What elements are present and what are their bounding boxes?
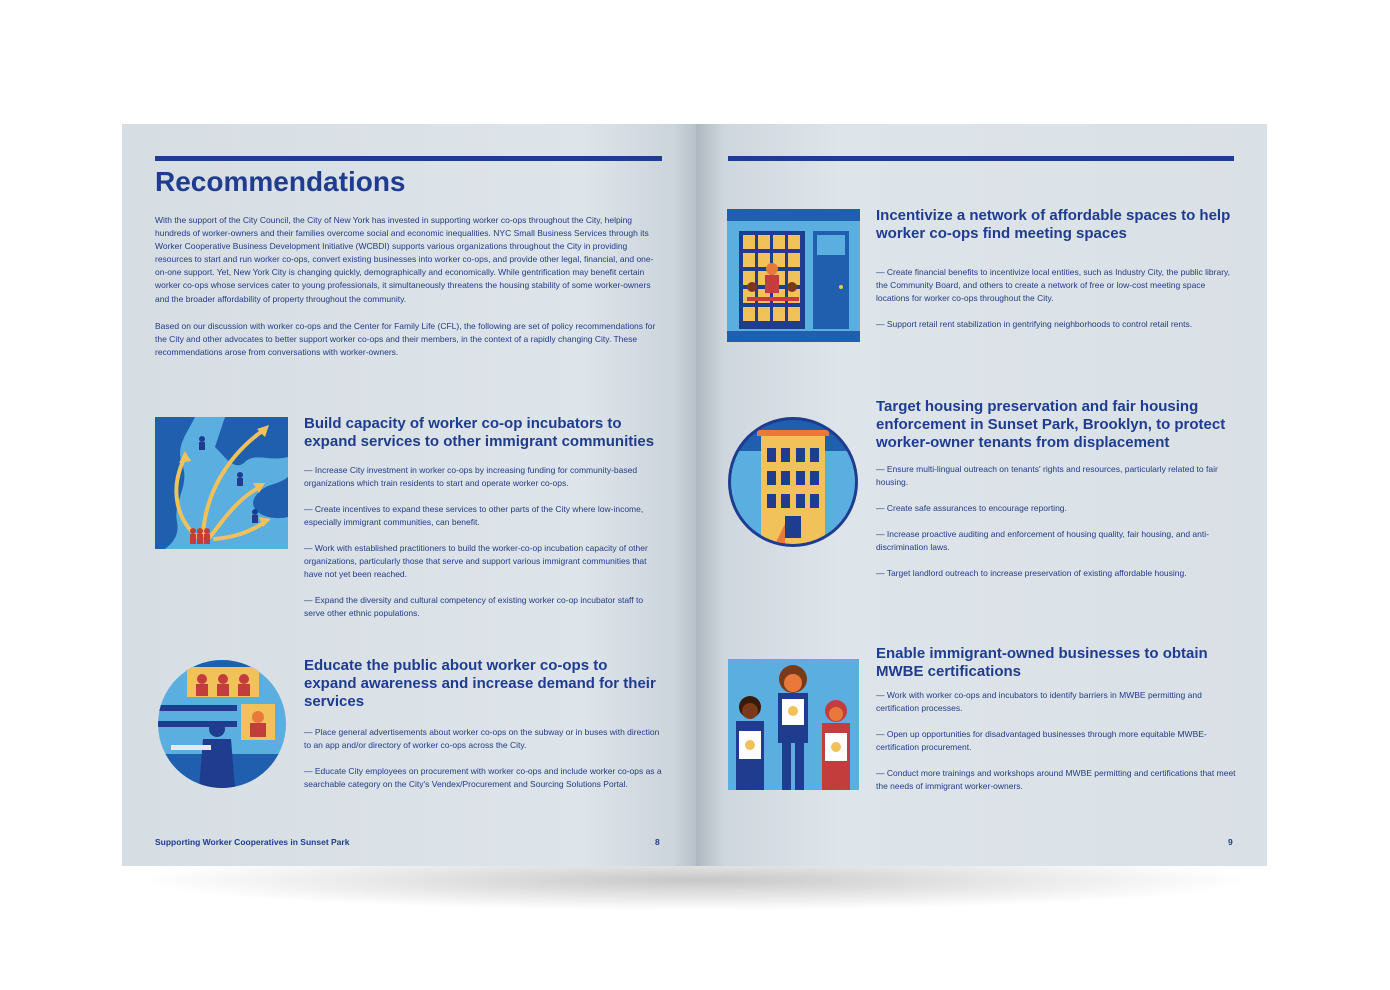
footer-title: Supporting Worker Cooperatives in Sunset Park xyxy=(155,837,350,847)
bullet-item: — Increase City investment in worker co-ops by increasing funding for community-based organizations which train residents to start and operate worker co-ops. xyxy=(304,465,638,488)
intro-paragraph-2: Based on our discussion with worker co-ops and the Center for Family Life (CFL), the following are set of policy recommendations for the City and other advocates to better support worker co-ops and their members, in the context of a rapidly changing City. These recommendations arose from conversations with worker-owners. xyxy=(155,321,656,358)
left-page xyxy=(122,124,696,866)
section-heading-educate: Educate the public about worker co-ops to expand awareness and increase demand for their services xyxy=(304,657,656,710)
top-rule xyxy=(155,156,662,161)
bullet-item: — Ensure multi-lingual outreach on tenants' rights and resources, particularly related to fair housing. xyxy=(876,464,1218,487)
section-heading-meeting-spaces: Incentivize a network of affordable spaces to help worker co-ops find meeting spaces xyxy=(876,207,1231,242)
bullet-item: — Create safe assurances to encourage reporting. xyxy=(876,503,1067,513)
bullet-item: — Create incentives to expand these services to other parts of the City where low-income, especially immigrant communities, can benefit. xyxy=(304,504,644,527)
map-arrows-illustration xyxy=(155,417,288,549)
section-heading-mwbe: Enable immigrant-owned businesses to obtain MWBE certifications xyxy=(876,645,1208,680)
bullet-item: — Conduct more trainings and workshops around MWBE permitting and certifications that meet the needs of immigrant worker-owners. xyxy=(876,768,1236,791)
bullet-item: — Create financial benefits to incentivize local entities, such as Industry City, the public library, the Community Board, and others to create a network of free or low-cost meeting space locations for worker co-ops throughout the City. xyxy=(876,267,1231,303)
top-rule xyxy=(728,156,1234,161)
bullet-item: — Increase proactive auditing and enforcement of housing quality, fair housing, and anti-discrimination laws. xyxy=(876,529,1209,552)
bullet-item: — Open up opportunities for disadvantaged businesses through more equitable MWBE-certification procurement. xyxy=(876,729,1207,752)
page-number: 8 xyxy=(655,837,660,847)
section-bullets-mwbe xyxy=(876,689,1236,806)
section-bullets-educate xyxy=(304,726,664,804)
bullet-item: — Work with established practitioners to build the worker-co-op incubation capacity of other organizations, particularly those that serve and support various immigrant communities that have not yet been reached. xyxy=(304,543,648,579)
bullet-item: — Educate City employees on procurement with worker co-ops and include worker co-ops as a searchable category on the City's Vendex/Procurement and Sourcing Solutions Portal. xyxy=(304,766,662,789)
bullet-item: — Work with worker co-ops and incubators to identify barriers in MWBE permitting and certification processes. xyxy=(876,690,1202,713)
bullet-item: — Place general advertisements about worker co-ops on the subway or in buses with direction to an app and/or directory of worker co-ops across the City. xyxy=(304,727,660,750)
section-bullets-meeting-spaces xyxy=(876,266,1236,344)
bullet-item: — Expand the diversity and cultural competency of existing worker co-op incubator staff to serve other ethnic populations. xyxy=(304,595,644,618)
page-title: Recommendations xyxy=(155,166,406,197)
section-heading-housing: Target housing preservation and fair housing enforcement in Sunset Park, Brooklyn, to protect worker-owner tenants from displacement xyxy=(876,398,1226,451)
housing-illustration xyxy=(727,416,859,548)
page-number: 9 xyxy=(1228,837,1233,847)
section-bullets-housing xyxy=(876,463,1236,593)
intro-paragraph-1: With the support of the City Council, the City of New York has invested in supporting worker co-ops throughout the City, helping hundreds of worker-owners and their families overcome social and economic inequalities. NYC Small Business Services through its Worker Cooperative Business Development Initiative (WCBDI) supports various organizations throughout the City in providing resources to start and run worker co-ops, convert existing businesses into worker co-ops, and provide other legal, financial, and one-on-one support. Yet, New York City is changing quickly, demographically and economically. While gentrification may benefit certain worker co-ops whose services cater to young professionals, it simultaneously threatens the housing stability of some worker-owners and the broader affordability of property throughout the community. xyxy=(155,215,654,304)
right-page xyxy=(696,124,1267,866)
meeting-space-illustration xyxy=(727,209,860,342)
section-bullets-incubators xyxy=(304,464,664,633)
subway-ads-illustration xyxy=(157,659,287,789)
bullet-item: — Target landlord outreach to increase preservation of existing affordable housing. xyxy=(876,568,1187,578)
certification-illustration xyxy=(728,659,859,790)
bullet-item: — Support retail rent stabilization in gentrifying neighborhoods to control retail rents. xyxy=(876,319,1193,329)
section-heading-incubators: Build capacity of worker co-op incubators to expand services to other immigrant communities xyxy=(304,415,655,450)
